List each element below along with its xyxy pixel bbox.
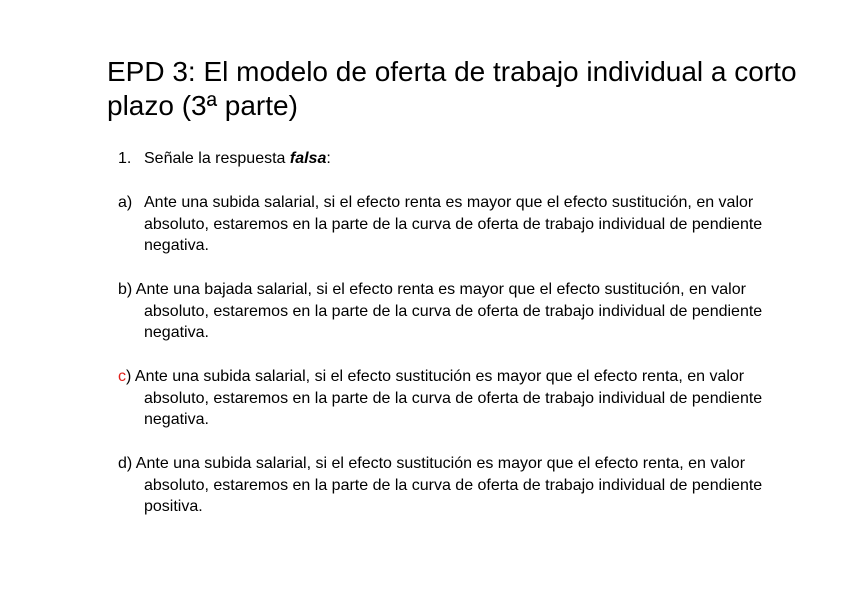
option-c-text: Ante una subida salarial, si el efecto sustitución es mayor que el efecto renta, en valor absoluto, estaremos en la parte de la curva de oferta de trabajo individual de pendiente negativa. xyxy=(131,368,763,428)
option-b-letter: b) xyxy=(118,281,133,298)
option-c-letter-rest: ) xyxy=(126,368,132,385)
option-d-text: Ante una subida salarial, si el efecto sustitución es mayor que el efecto renta, en valor absoluto, estaremos en la parte de la curva de oferta de trabajo individual de pendiente positiva. xyxy=(132,455,763,515)
option-a-text: Ante una subida salarial, si el efecto renta es mayor que el efecto sustitución, en valor absoluto, estaremos en la parte de la curva de oferta de trabajo individual de pendiente negativa. xyxy=(144,194,763,254)
option-d xyxy=(118,453,784,518)
option-a-letter: a) xyxy=(118,194,133,211)
option-c-letter-highlight: c xyxy=(118,368,126,385)
option-b xyxy=(118,279,784,344)
question-suffix: : xyxy=(326,150,331,167)
option-b-text: Ante una bajada salarial, si el efecto renta es mayor que el efecto sustitución, en valor absoluto, estaremos en la parte de la curva de oferta de trabajo individual de pendiente negativa. xyxy=(132,281,763,341)
slide-title: EPD 3: El modelo de oferta de trabajo individual a corto plazo (3ª parte) xyxy=(107,56,797,121)
option-c xyxy=(118,366,784,431)
question-prompt xyxy=(118,148,331,169)
option-d-letter: d) xyxy=(118,455,133,472)
question-prefix: Señale la respuesta xyxy=(144,150,290,167)
question-emphasis: falsa xyxy=(289,150,327,167)
option-a xyxy=(118,192,784,257)
question-number: 1. xyxy=(118,150,132,167)
